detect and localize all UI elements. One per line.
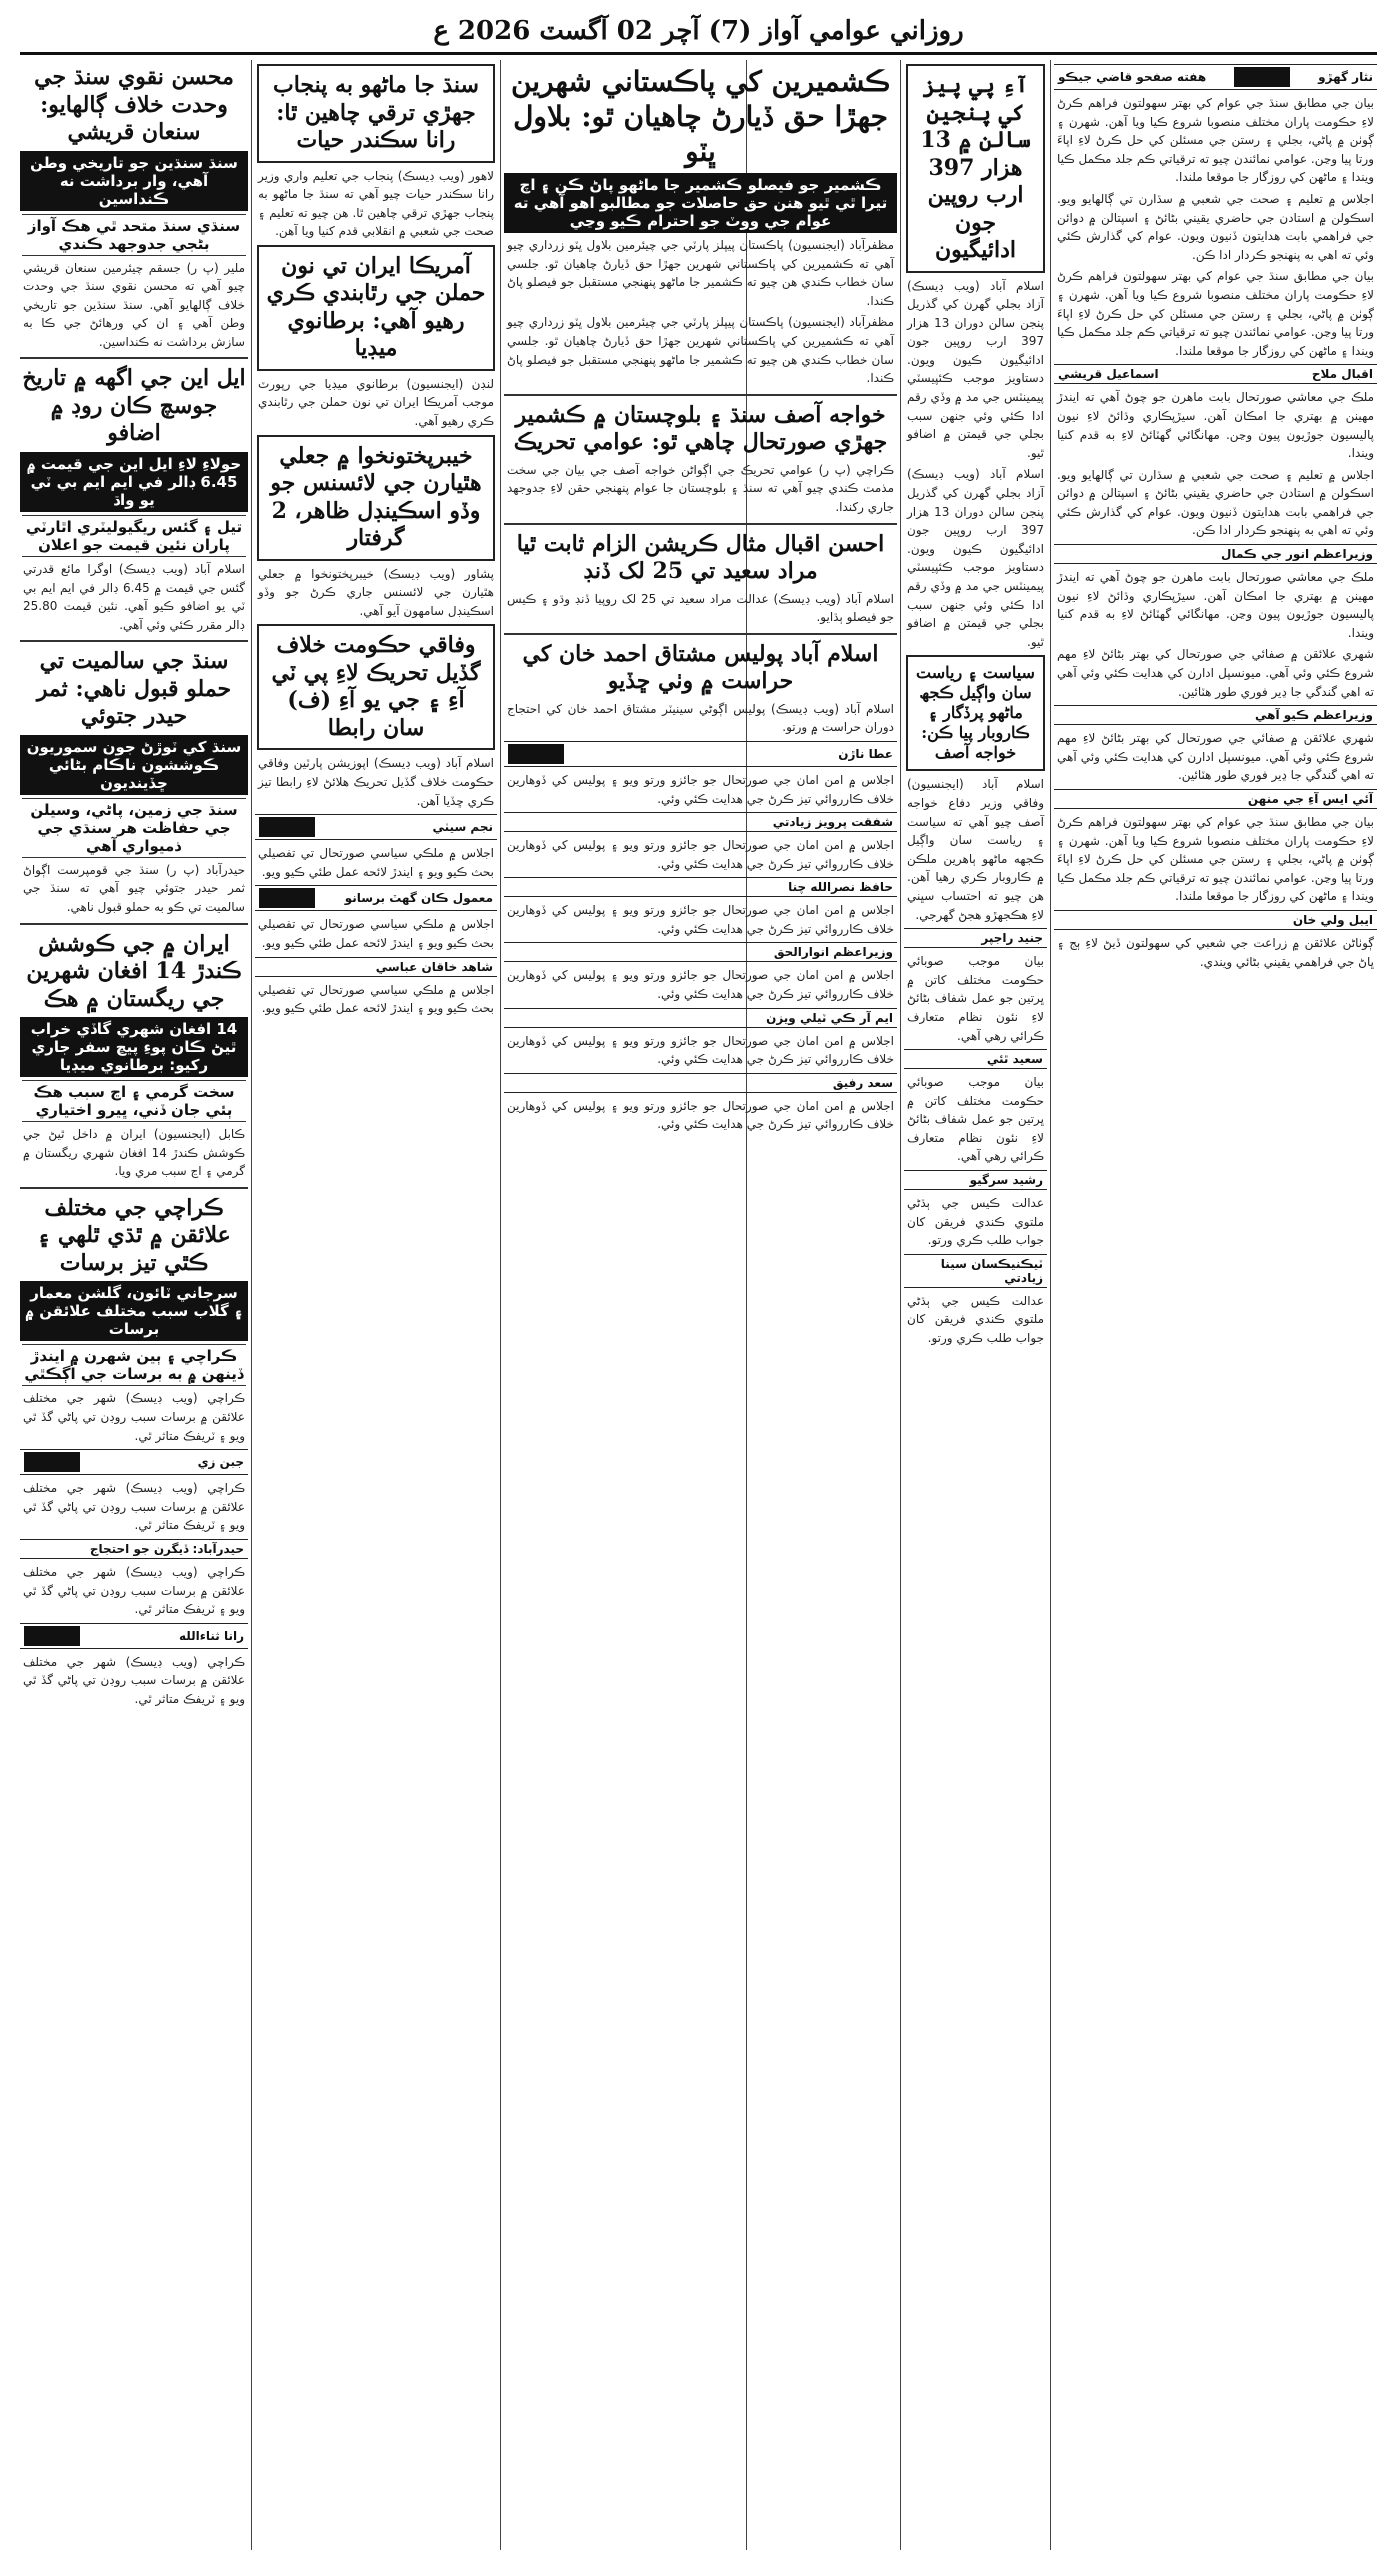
article-text: ملڪ جي معاشي صورتحال بابت ماهرن جو چوڻ آهي ته ايندڙ مهينن ۾ بهتري جا امڪان آهن. سيڙپڪاري وڌائڻ لاءِ نيون پاليسيون جوڙيون پيون وڃن. مهانگائي گهٽائڻ لاءِ به قدم کنيا ويندا.	[1057, 570, 1374, 640]
subheadline: ڪراچي ۽ ٻين شهرن ۾ ايندڙ ڏينهن ۾ به برسات جي اڳڪٿي	[22, 1344, 246, 1386]
column-divider	[900, 60, 901, 2550]
byline-text: حيدرآباد: ڏيگرن جو احتجاج	[89, 1541, 244, 1556]
article-text: اجلاس ۾ ملڪي سياسي صورتحال تي تفصيلي بحث ڪيو ويو ۽ ايندڙ لائحه عمل طئي ڪيو ويو.	[258, 982, 494, 1016]
article-text: بيان جي مطابق سنڌ جي عوام کي بهتر سهولتون فراهم ڪرڻ لاءِ حڪومت پاران مختلف منصوبا شروع ڪيا ويا آهن. شهرن ۽ ڳوٺن ۾ پاڻي، بجلي ۽ رستن جي مسئلن کي حل ڪرڻ لاءِ اپاءَ ورتا پيا وڃن. عوامي نمائندن چيو ته ترقياتي ڪم جلد مڪمل ڪيا ويندا ۽ ماڻهن کي روزگار جا موقعا ملندا.	[1057, 269, 1374, 358]
author-photo	[259, 888, 315, 908]
article-text: اسلام آباد (ويب ڊيسڪ) اوگرا مائع قدرتي گئس جي قيمت ۾ 6.45 ڊالر في ايم ايم بي ٽي يو اضافو ڪيو آهي. نئين قيمت 25.80 ڊالر مقرر ڪئي وئي آهي.	[23, 561, 245, 632]
article-text: پشاور (ويب ڊيسڪ) خيبرپختونخوا ۾ جعلي هٿيارن جي لائسنس جاري ڪرڻ جو وڏو اسڪينڊل سامهون آيو آهي.	[258, 566, 494, 618]
headline-strip: حولاءِ لاءِ ايل اين جي قيمت ۾ 6.45 ڊالر في ايم ايم بي ٽي يو واڌ	[20, 452, 248, 512]
byline	[20, 1449, 248, 1475]
article-text: اجلاس ۾ تعليم ۽ صحت جي شعبي ۾ سڌارن تي ڳالهايو ويو. اسڪولن ۾ استادن جي حاضري يقيني بڻائڻ ۽ اسپتالن ۾ دوائن جي فراهمي بابت هدايتون ڏنيون ويون. عوام کي گذارش ڪئي وئي ته اهي به پنهنجو ڪردار ادا ڪن.	[1057, 191, 1374, 262]
headline: اسلام آباد پوليس مشتاق احمد خان کي حراست ۾ وٺي ڇڏيو	[522, 640, 879, 695]
headline: احسن اقبال مثال ڪريشن الزام ثابت ٿيا مراد سعيد تي 25 لک ڏنڊ	[516, 530, 885, 585]
byline	[20, 1539, 248, 1559]
byline-text: وزيراعظم ڪيو آهي	[1255, 708, 1373, 723]
byline-text: نجم سيٺي	[432, 820, 493, 835]
byline	[1054, 364, 1377, 384]
subheadline: سنڌي سنڌ متحد ٿي هڪ آواز بڻجي جدوجهد ڪندي	[22, 214, 246, 256]
article-text: ڪراچي (ويب ڊيسڪ) شهر جي مختلف علائقن ۾ برسات سبب روڊن تي پاڻي گڏ ٿي ويو ۽ ٽريفڪ متاثر ٿي.	[23, 1481, 245, 1533]
headline: سنڌ جا ماڻهو به پنجاب جهڙي ترقي چاهين ٿا: رانا سڪندر حيات	[273, 72, 479, 153]
article-text: اجلاس ۾ امن امان جي صورتحال جو جائزو ورتو ويو ۽ پوليس کي ڏوهارين خلاف ڪارروائي تيز ڪرڻ جي هدايت ڪئي وئي.	[507, 968, 894, 1002]
headline-strip: ڪشمير جو فيصلو ڪشمير جا ماڻهو پاڻ ڪن ۽ اچ تيرا ٿي ٿيو هنن حق حاصلات جو مطالبو اهو آهي ته عوام جي ووٽ جو احترام ڪيو وڃي	[504, 173, 897, 233]
divider	[504, 523, 897, 525]
article-text: اسلام آباد (ويب ڊيسڪ) آزاد بجلي گهرن کي گذريل پنجن سالن دوران 13 هزار 397 ارب روپين جون ادائيگيون ڪيون ويون. دستاويز موجب ڪئپيسٽي پيمينٽس جي مد ۾ وڏي رقم ادا ڪئي وئي جنهن سبب بجلي جي قيمتن ۾ اضافو ٿيو.	[907, 278, 1044, 460]
divider	[20, 1187, 248, 1189]
article-text: اجلاس ۾ امن امان جي صورتحال جو جائزو ورتو ويو ۽ پوليس کي ڏوهارين خلاف ڪارروائي تيز ڪرڻ جي هدايت ڪئي وئي.	[507, 1033, 894, 1067]
article-text: اجلاس ۾ ملڪي سياسي صورتحال تي تفصيلي بحث ڪيو ويو ۽ ايندڙ لائحه عمل طئي ڪيو ويو.	[258, 846, 494, 879]
column-4	[255, 60, 497, 1021]
article-text: ڳوٺاڻن علائقن ۾ زراعت جي شعبي کي سهولتون ڏيڻ لاءِ ٻج ۽ ڀاڻ جي فراهمي يقيني بڻائي ويندي.	[1057, 935, 1374, 969]
headline-strip: سنڌ سنڌين جو تاريخي وطن آهي، وار برداشت نه ڪنداسين	[20, 151, 248, 211]
divider	[504, 394, 897, 396]
subheadline: سخت گرمي ۽ اڃ سبب هڪ ٻئي جان ڏني، ڀيرو اختياري	[22, 1080, 246, 1122]
byline-text: اقبال ملاح	[1311, 367, 1373, 382]
article-text: بيان موجب صوبائي حڪومت مختلف کاتن ۾ ڀرتين جو عمل شفاف بڻائڻ لاءِ نئون نظام متعارف ڪرائي رهي آهي.	[907, 954, 1044, 1043]
headline: ايران ۾ جي ڪوشش ڪندڙ 14 افغان شهرين جي ريگستان ۾ هڪ	[26, 930, 242, 1012]
headline-box	[257, 245, 495, 371]
byline-text: نثار گهڙو	[1318, 70, 1373, 84]
byline	[1054, 789, 1377, 809]
headline-box	[906, 655, 1045, 771]
byline-text: ٽيڪنيڪسان سينا زيادتي	[940, 1256, 1043, 1285]
byline	[255, 957, 497, 977]
byline-text: وزيراعظم انور جي ڪمال	[1221, 547, 1373, 562]
byline-text: ايم آر ڪي ٽيلي ويزن	[766, 1010, 893, 1025]
divider	[20, 640, 248, 642]
headline: سنڌ جي سالميت تي حملو قبول ناهي: ثمر حيدر جتوئي	[36, 648, 232, 730]
author-photo	[508, 744, 564, 764]
author-photo	[1234, 67, 1290, 87]
article-text: اجلاس ۾ امن امان جي صورتحال جو جائزو ورتو ويو ۽ پوليس کي ڏوهارين خلاف ڪارروائي تيز ڪرڻ جي هدايت ڪئي وئي.	[507, 1098, 894, 1132]
column-divider	[251, 60, 252, 2550]
article-text: ملير (پ ر) جسقم چيئرمين سنعان قريشي چيو آهي ته محسن نقوي سنڌ جي وحدت خلاف ڳالهايو آهي. سنڌ سنڌين جو تاريخي وطن آهي ۽ ان کي ورهائڻ جي ڪا به سازش برداشت نه ڪنداسين.	[23, 260, 245, 349]
byline-text: سعيد ٿئي	[986, 1052, 1043, 1067]
byline	[255, 814, 497, 840]
headline-box	[906, 64, 1045, 273]
article-text: اسلام آباد (ويب ڊيسڪ) پوليس اڳوڻي سينيٽر مشتاق احمد خان کي احتجاج دوران حراست ۾ ورتو.	[507, 701, 894, 735]
byline	[504, 741, 897, 767]
column-3	[504, 60, 897, 1137]
headline: وفاقي حڪومت خلاف گڏيل تحريڪ لاءِ پي ٽي آءِ ۽ جي يو آءِ (ف) سان رابطا	[271, 632, 481, 741]
byline-text: رانا ثناءالله	[178, 1628, 244, 1643]
byline	[1054, 544, 1377, 564]
article-text: اجلاس ۾ تعليم ۽ صحت جي شعبي ۾ سڌارن تي ڳالهايو ويو. اسڪولن ۾ استادن جي حاضري يقيني بڻائڻ ۽ اسپتالن ۾ دوائن جي فراهمي بابت هدايتون ڏنيون ويون. عوام کي گذارش ڪئي وئي ته اهي به پنهنجو ڪردار ادا ڪن.	[1057, 467, 1374, 538]
byline	[504, 1073, 897, 1093]
author-photo	[24, 1626, 80, 1646]
headline: آمريڪا ايران تي نون حملن جي رٿابندي ڪري رهيو آهي: برطانوي ميڊيا	[266, 252, 486, 362]
author-photo	[259, 817, 315, 837]
article-text: لنڊن (ايجنسيون) برطانوي ميڊيا جي رپورٽ موجب آمريڪا ايران تي نون حملن جي رٿابندي ڪري رهيو آهي.	[258, 376, 494, 429]
article-text: بيان جي مطابق سنڌ جي عوام کي بهتر سهولتون فراهم ڪرڻ لاءِ حڪومت پاران مختلف منصوبا شروع ڪيا ويا آهن. شهرن ۽ ڳوٺن ۾ پاڻي، بجلي ۽ رستن جي مسئلن کي حل ڪرڻ لاءِ اپاءَ ورتا پيا وڃن. عوامي نمائندن چيو ته ترقياتي ڪم جلد مڪمل ڪيا ويندا ۽ ماڻهن کي روزگار جا موقعا ملندا.	[1057, 96, 1374, 185]
article-text: اسلام آباد (ويب ڊيسڪ) آزاد بجلي گهرن کي گذريل پنجن سالن دوران 13 هزار 397 ارب روپين جون ادائيگيون ڪيون ويون. دستاويز موجب ڪئپيسٽي پيمينٽس جي مد ۾ وڏي رقم ادا ڪئي وئي جنهن سبب بجلي جي قيمتن ۾ اضافو ٿيو.	[907, 467, 1044, 649]
headline-box	[257, 64, 495, 163]
subheadline: سنڌ جي زمين، پاڻي، وسيلن جي حفاظت هر سنڌي جي ذميواري آهي	[22, 798, 246, 858]
column-divider	[1050, 60, 1051, 2550]
byline-text: هفته صفحو قاضي جيڪو	[1058, 70, 1207, 84]
column-5	[20, 60, 248, 1712]
headline: محسن نقوي سنڌ جي وحدت خلاف ڳالهايو: سنعان قريشي	[34, 64, 234, 145]
divider	[504, 633, 897, 635]
author-photo	[24, 1452, 80, 1472]
byline-text: وزيراعظم انوارالحق	[773, 945, 893, 960]
byline	[1054, 64, 1377, 90]
article-text: ڪراچي (پ ر) عوامي تحريڪ جي اڳواڻن خواجه آصف جي بيان جي سخت مذمت ڪندي چيو آهي ته سنڌ ۽ بلوچستان جا عوام پنهنجي حقن لاءِ جدوجهد جاري رکندا.	[507, 462, 894, 514]
byline	[904, 1254, 1047, 1288]
column-2	[904, 60, 1047, 1351]
headline: سياست ۽ رياست سان واڳيل ڪجھ ماڻهو پرڏگار ۽ ڪاروبار پيا ڪن: خواجه آصف	[916, 663, 1035, 763]
byline-text: شفقت پرويز زيادتي	[772, 815, 893, 830]
article-text: عدالت ڪيس جي ٻڌڻي ملتوي ڪندي فريقن کان جواب طلب ڪري ورتو.	[907, 1196, 1044, 1248]
article-text: مظفرآباد (ايجنسيون) پاڪستان پيپلز پارٽي جي چيئرمين بلاول ڀٽو زرداري چيو آهي ته ڪشميرين کي پاڪستاني شهرين جهڙا حق ڏيارڻ چاهيان ٿو. جلسي سان خطاب ڪندي هن چيو ته ڪشمير جا ماڻهو پنهنجي مستقبل جو فيصلو پاڻ ڪندا.	[507, 315, 894, 386]
article-text: مظفرآباد (ايجنسيون) پاڪستان پيپلز پارٽي جي چيئرمين بلاول ڀٽو زرداري چيو آهي ته ڪشميرين کي پاڪستاني شهرين جهڙا حق ڏيارڻ چاهيان ٿو. جلسي سان خطاب ڪندي هن چيو ته ڪشمير جا ماڻهو پنهنجي مستقبل جو فيصلو پاڻ ڪندا.	[507, 238, 894, 308]
divider	[20, 923, 248, 925]
headline-strip: 14 افغان شهري گاڏي خراب ٿيڻ ڪان پوءِ پيڇ سفر جاري رکيو: برطانوي ميڊيا	[20, 1017, 248, 1077]
column-1	[1054, 60, 1377, 974]
byline	[1054, 705, 1377, 725]
byline-text: سعد رفيق	[832, 1075, 893, 1090]
byline	[504, 812, 897, 832]
article-text: عدالت ڪيس جي ٻڌڻي ملتوي ڪندي فريقن کان جواب طلب ڪري ورتو.	[907, 1293, 1044, 1346]
byline-text: حافظ نصرالله چنا	[788, 880, 893, 895]
article-text: ڪراچي (ويب ڊيسڪ) شهر جي مختلف علائقن ۾ برسات سبب روڊن تي پاڻي گڏ ٿي ويو ۽ ٽريفڪ متاثر ٿي.	[23, 1564, 245, 1617]
headline: خيبرپختونخوا ۾ جعلي هٿيارن جي لائسنس جو وڏو اسڪينڊل ظاهر، 2 گرفتار	[270, 442, 482, 552]
headline: آءِ پي پيز کي پنجين سالن ۾ 13 هزار 397 ارب روپين جون ادائيگيون	[920, 72, 1031, 263]
article-text: اجلاس ۾ امن امان جي صورتحال جو جائزو ورتو ويو ۽ پوليس کي ڏوهارين خلاف ڪارروائي تيز ڪرڻ جي هدايت ڪئي وئي.	[507, 838, 894, 871]
byline-text: ايبل ولي خان	[1292, 912, 1373, 927]
byline-text: رشيد سرگيو	[969, 1173, 1043, 1188]
article-text: اجلاس ۾ ملڪي سياسي صورتحال تي تفصيلي بحث ڪيو ويو ۽ ايندڙ لائحه عمل طئي ڪيو ويو.	[258, 917, 494, 950]
byline-text: عطا ناڙن	[838, 746, 893, 761]
article-text: ڪراچي (ويب ڊيسڪ) شهر جي مختلف علائقن ۾ برسات سبب روڊن تي پاڻي گڏ ٿي ويو ۽ ٽريفڪ متاثر ٿي.	[23, 1654, 245, 1706]
article-text: ملڪ جي معاشي صورتحال بابت ماهرن جو چوڻ آهي ته ايندڙ مهينن ۾ بهتري جا امڪان آهن. سيڙپڪاري وڌائڻ لاءِ نيون پاليسيون جوڙيون پيون وڃن. مهانگائي گهٽائڻ لاءِ به قدم کنيا ويندا.	[1057, 390, 1374, 461]
subheadline: تيل ۽ گئس ريگيوليٽري اٿارٽي پاران نئين قيمت جو اعلان	[22, 515, 246, 557]
headline: ايل اين جي اگهه ۾ تاريخ جوسچ ڪان روڊ ۾ اضافو	[22, 365, 246, 447]
article-text: اسلام آباد (ايجنسيون) وفاقي وزير دفاع خواجه آصف چيو آهي ته سياست ۽ رياست سان واڳيل ڪجهه ماڻهو ٻاهرين ملڪن ۾ ڪاروبار ڪري رهيا آهن. هن چيو ته احتساب سڀني لاءِ هڪجهڙو هجڻ گهرجي.	[907, 777, 1044, 922]
byline-text: جنيد راجپر	[981, 931, 1043, 946]
headline: ڪشميرين کي پاڪستاني شهرين جهڙا حق ڏيارڻ چاهيان ٿو: بلاول ڀٽو	[510, 65, 891, 168]
article-text: اسلام آباد (ويب ڊيسڪ) اپوزيشن پارٽين وفاقي حڪومت خلاف گڏيل تحريڪ هلائڻ لاءِ رابطا تيز ڪري ڇڏيا آهن.	[258, 756, 494, 808]
column-divider	[500, 60, 501, 2550]
byline-text: شاهد خاقان عباسي	[375, 959, 493, 974]
headline: خواجه آصف سنڌ ۽ بلوچستان ۾ ڪشمير جهڙي صورتحال چاهي ٿو: عوامي تحريڪ	[513, 401, 888, 456]
byline	[1054, 910, 1377, 930]
article-text: بيان موجب صوبائي حڪومت مختلف کاتن ۾ ڀرتين جو عمل شفاف بڻائڻ لاءِ نئون نظام متعارف ڪرائي رهي آهي.	[907, 1075, 1044, 1164]
byline	[904, 1049, 1047, 1069]
article-text: لاهور (ويب ڊيسڪ) پنجاب جي تعليم واري وزير رانا سڪندر حيات چيو آهي ته سنڌ جا ماڻهو به پنجاب جهڙي ترقي چاهين ٿا. هن چيو ته تعليم ۽ صحت جي شعبي ۾ انقلابي قدم کنيا ويا آهن.	[258, 168, 494, 239]
byline	[904, 928, 1047, 948]
byline-text: آئي ايس آءِ جي منهن	[1247, 792, 1373, 806]
article-text: بيان جي مطابق سنڌ جي عوام کي بهتر سهولتون فراهم ڪرڻ لاءِ حڪومت پاران مختلف منصوبا شروع ڪيا ويا آهن. شهرن ۽ ڳوٺن ۾ پاڻي، بجلي ۽ رستن جي مسئلن کي حل ڪرڻ لاءِ اپاءَ ورتا پيا وڃن. عوامي نمائندن چيو ته ترقياتي ڪم جلد مڪمل ڪيا ويندا ۽ ماڻهن کي روزگار جا موقعا ملندا.	[1057, 815, 1374, 904]
byline	[504, 877, 897, 897]
byline	[504, 1008, 897, 1028]
article-text: اجلاس ۾ امن امان جي صورتحال جو جائزو ورتو ويو ۽ پوليس کي ڏوهارين خلاف ڪارروائي تيز ڪرڻ جي هدايت ڪئي وئي.	[507, 903, 894, 936]
headline-box	[257, 435, 495, 561]
masthead-rule	[20, 52, 1377, 55]
byline-text: معمول ڪان گهٽ برسانو	[344, 891, 493, 906]
headline: ڪراچي جي مختلف علائقن ۾ ٿڌي ٿلهي ۽ ڪٿي تيز برسات	[37, 1194, 231, 1276]
article-text: شهري علائقن ۾ صفائي جي صورتحال کي بهتر بڻائڻ لاءِ مهم شروع ڪئي وئي آهي. ميونسپل ادارن کي هدايت ڪئي وئي آهي ته اهي گندگي جا ڍير فوري طور هٽائين.	[1057, 647, 1374, 699]
article-text: اجلاس ۾ امن امان جي صورتحال جو جائزو ورتو ويو ۽ پوليس کي ڏوهارين خلاف ڪارروائي تيز ڪرڻ جي هدايت ڪئي وئي.	[507, 772, 894, 806]
headline-box	[257, 624, 495, 750]
article-text: ڪراچي (ويب ڊيسڪ) شهر جي مختلف علائقن ۾ برسات سبب روڊن تي پاڻي گڏ ٿي ويو ۽ ٽريفڪ متاثر ٿي.	[23, 1391, 245, 1443]
byline	[20, 1623, 248, 1649]
headline-strip: سنڌ کي ٽوڙڻ جون سموريون ڪوششون ناڪام بڻائي ڇڏينديون	[20, 735, 248, 795]
divider	[20, 357, 248, 359]
masthead: روزاني عوامي آواز (7) آچر 02 آگسٽ 2026 ع	[433, 16, 964, 46]
article-text: ڪابل (ايجنسيون) ايران ۾ داخل ٿيڻ جي ڪوشش ڪندڙ 14 افغان شهري ريگستان ۾ گرمي ۽ اڃ سبب مري ويا.	[23, 1127, 245, 1179]
byline-text: اسماعيل قريشي	[1058, 367, 1159, 382]
byline-text: جبن زي	[197, 1455, 244, 1470]
article-text: حيدرآباد (پ ر) سنڌ جي قومپرست اڳواڻ ثمر حيدر جتوئي چيو آهي ته سنڌ جي سالميت تي ڪو به حملو قبول ناهي.	[23, 862, 245, 915]
article-text: اسلام آباد (ويب ڊيسڪ) عدالت مراد سعيد تي 25 لک روپيا ڏنڊ وڌو ۽ ڪيس جو فيصلو ٻڌايو.	[507, 591, 895, 625]
byline	[504, 942, 897, 962]
byline	[904, 1170, 1047, 1190]
headline-strip: سرجاني ٽائون، گلشن معمار ۽ گلاب سبب مختلف علائقن ۾ برسات	[20, 1281, 248, 1341]
byline	[255, 885, 497, 911]
article-text: شهري علائقن ۾ صفائي جي صورتحال کي بهتر بڻائڻ لاءِ مهم شروع ڪئي وئي آهي. ميونسپل ادارن کي هدايت ڪئي وئي آهي ته اهي گندگي جا ڍير فوري طور هٽائين.	[1057, 731, 1374, 783]
